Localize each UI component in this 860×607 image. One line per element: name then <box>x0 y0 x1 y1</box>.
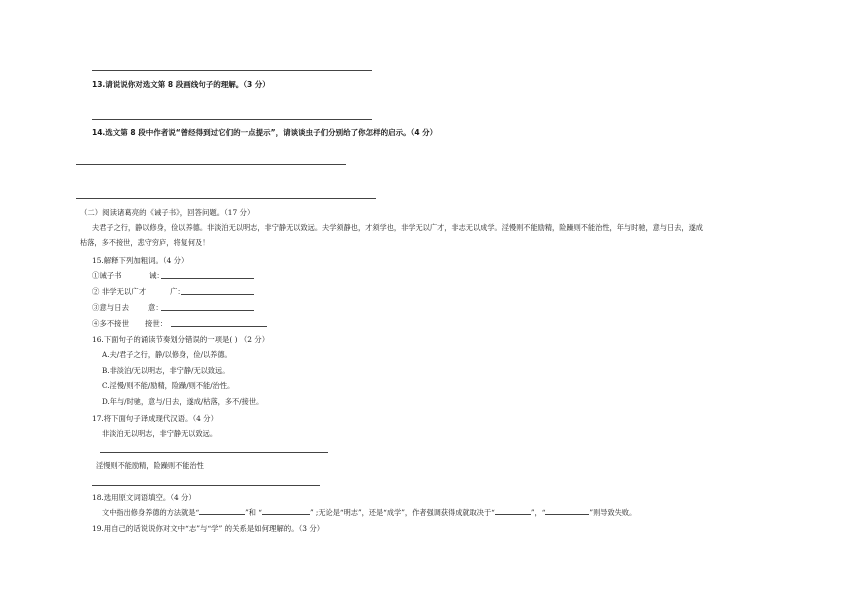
q15-item-3: ③意与日去 <box>92 303 129 312</box>
answer-line <box>76 198 376 199</box>
q17-sentence-1: 非淡泊无以明志，非宁静无以致远。 <box>102 429 218 438</box>
question-18: 18.选用原文词语填空。（4 分） <box>92 493 196 502</box>
answer-line <box>92 119 372 120</box>
q15-item-1 <box>92 270 122 281</box>
answer-blank <box>171 326 267 327</box>
answer-blank <box>161 310 254 311</box>
q16-option-b: B.非淡泊/无以明志，非宁静/无以致远。 <box>102 366 230 375</box>
q16-option-d: D.年与/时驰，意与/日去，遂成/枯落，多不/接世。 <box>102 397 264 406</box>
passage-line-1: 夫君子之行，静以修身，俭以养德。非淡泊无以明志，非宁静无以致远。夫学须静也，才须学也，非学无以广才，非志无以成学。淫慢则不能励精，险躁则不能治性，年与时驰，意与日去，遂成 <box>92 223 703 232</box>
fill-blank <box>545 508 589 515</box>
fill-blank <box>199 508 245 515</box>
answer-line <box>100 452 328 453</box>
q18-text-a: 文中指出修身养德的方法就是“ <box>102 508 200 517</box>
passage-line-2: 枯落，多不接世，悲守穷庐，将复何及！ <box>80 238 210 247</box>
q15-word-1: 诫： <box>149 271 164 280</box>
question-19: 19.用自己的话说说你对文中“志”与“学” 的关系是如何理解的。（3 分） <box>92 524 325 533</box>
q18-fill-text <box>102 508 636 518</box>
q15-word-4: 接世： <box>145 319 168 328</box>
question-17: 17.将下面句子译成现代汉语。（4 分） <box>92 414 218 423</box>
q16-option-c: C.淫慢/则不能/励精，险躁/则不能/治性。 <box>102 381 235 390</box>
question-14: 14.选文第 8 段中作者说“曾经得到过它们的一点提示”，请谈谈虫子们分别给了你怎样的启示。（4 分） <box>92 128 438 137</box>
q18-text-c: ” ;无论是“明志”，还是“成学”，作者强调获得成就取决于“ <box>309 508 495 517</box>
question-13: 13.请说说你对选文第 8 段画线句子的理解。（3 分） <box>92 80 270 89</box>
answer-blank <box>181 294 254 295</box>
section-heading: （二）阅读诸葛亮的《诫子书》，回答问题。（17 分） <box>80 208 255 217</box>
question-16: 16.下面句子的诵读节奏划分错误的一项是( ) （2 分） <box>92 335 270 344</box>
q16-option-a: A.夫/君子之行，静/以修身，俭/以养德。 <box>102 350 232 359</box>
answer-line <box>92 485 320 486</box>
q15-item-2: ② 非学无以广才 <box>92 287 147 296</box>
fill-blank <box>262 508 310 515</box>
q18-text-e: ”则导致失败。 <box>589 508 637 517</box>
answer-blank <box>161 278 254 279</box>
answer-line <box>92 70 372 71</box>
q18-text-b: ”和 “ <box>245 508 262 517</box>
item-label: ①诫子书 <box>92 271 122 280</box>
q15-item-4: ④多不接世 <box>92 319 129 328</box>
fill-blank <box>495 508 531 515</box>
answer-line <box>76 164 346 165</box>
question-15: 15.解释下列加粗词。（4 分） <box>92 256 189 265</box>
q15-word-2: 广： <box>170 287 185 296</box>
q17-sentence-2: 淫慢则不能励精，险躁则不能治性 <box>96 461 204 470</box>
q15-word-3: 意： <box>148 303 163 312</box>
q18-text-d: ”，“ <box>530 508 546 517</box>
